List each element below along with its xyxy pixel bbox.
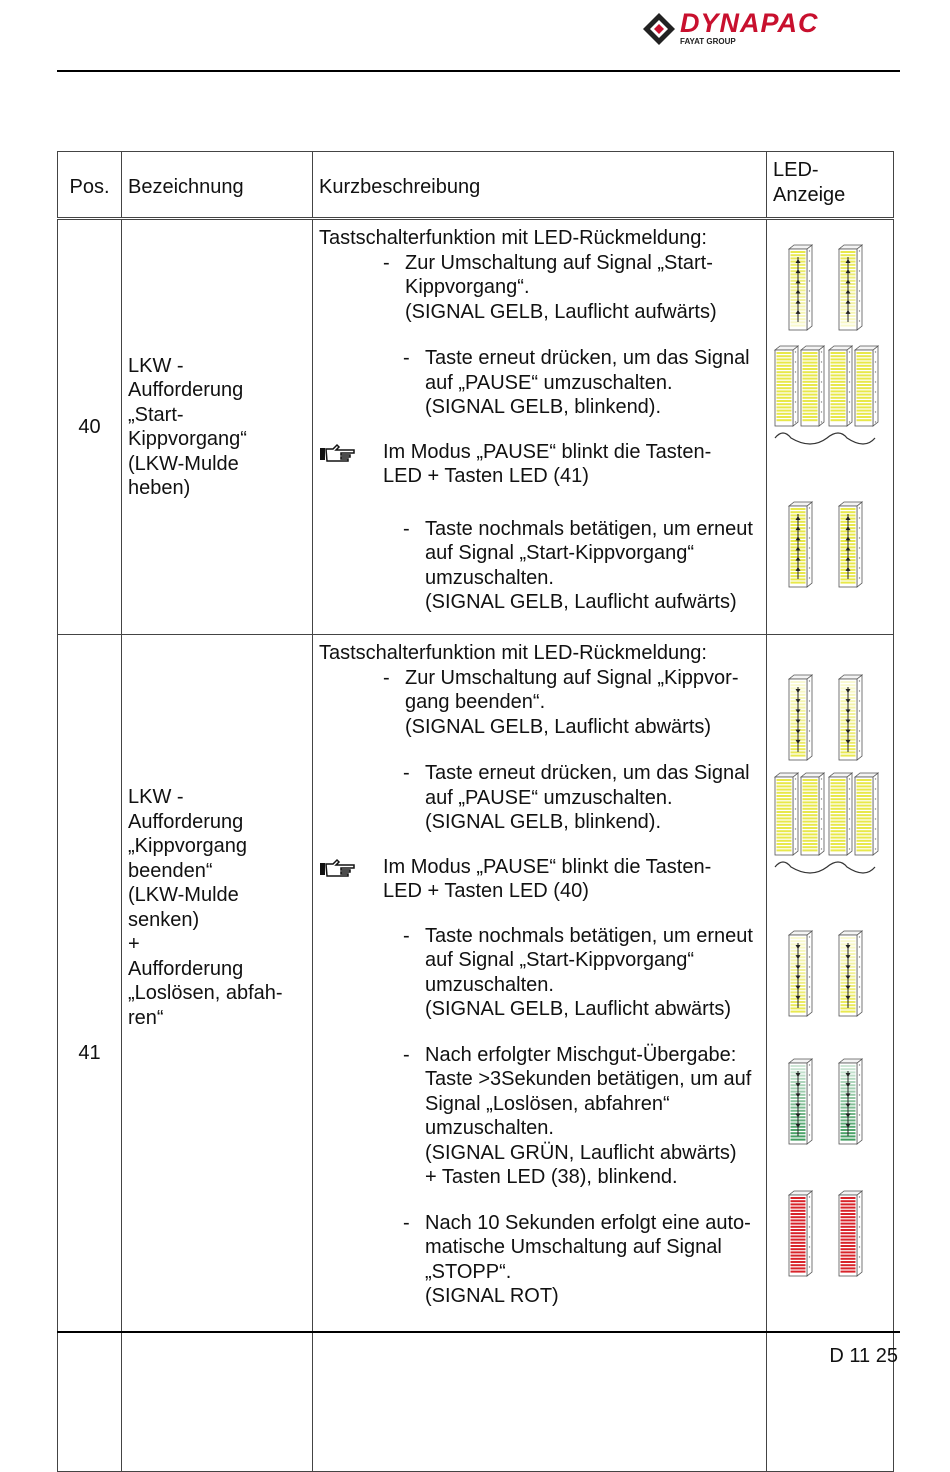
- led-strip: [839, 245, 862, 330]
- bullet-line: Taste erneut drücken, um das Signal: [425, 347, 750, 369]
- intro-text: Tastschalterfunktion mit LED-Rückmeldung:: [319, 642, 707, 664]
- bez-line: „Loslösen, abfah-: [128, 982, 283, 1004]
- bullet-line: (SIGNAL GELB, Lauflicht aufwärts): [405, 300, 717, 323]
- header-kurzbeschreibung: Kurzbeschreibung: [313, 152, 767, 219]
- bez-line: +: [128, 933, 140, 955]
- bullet-line: Zur Umschaltung auf Signal „Start-: [405, 251, 713, 274]
- spacer: [319, 1022, 760, 1043]
- bez-line: Aufforderung: [128, 379, 244, 401]
- table-header-row: [58, 152, 894, 219]
- row-pos: 41: [58, 635, 122, 1472]
- page-number: D 11 25: [829, 1345, 898, 1367]
- led-strip: [839, 1191, 862, 1276]
- pointing-hand-icon: [319, 857, 359, 886]
- bullet-line: Nach erfolgter Mischgut-Übergabe:: [425, 1043, 737, 1066]
- bez-line: LKW -: [128, 354, 184, 377]
- led-strip: [789, 502, 812, 587]
- led-strip: [839, 675, 862, 760]
- led-strip: [801, 346, 824, 426]
- header-led-line2: Anzeige: [773, 183, 846, 206]
- brand-name: DYNAPAC: [680, 8, 819, 38]
- bullet-line: Nach 10 Sekunden erfolgt eine auto-: [425, 1211, 751, 1234]
- bullet-5: [403, 1211, 760, 1309]
- bullet-line: auf „PAUSE“ umzuschalten.: [425, 371, 673, 394]
- spacer: [319, 489, 760, 517]
- footer-rule: [57, 1331, 900, 1333]
- led-strip: [855, 346, 878, 426]
- bullet-line: (SIGNAL GRÜN, Lauflicht abwärts): [425, 1141, 737, 1164]
- note-line: Im Modus „PAUSE“ blinkt die Tasten-: [383, 440, 712, 463]
- row-pos: 40: [58, 219, 122, 635]
- bullet-3: [403, 517, 760, 615]
- led-strip: [801, 773, 824, 855]
- blink-indicator: [775, 433, 875, 444]
- bullet-line: umzuschalten.: [425, 566, 554, 589]
- bullet-dash: -: [403, 924, 410, 947]
- bullet-dash: -: [383, 666, 390, 689]
- led-strip: [855, 773, 878, 855]
- bez-line: LKW -: [128, 786, 184, 808]
- header-led-anzeige: [767, 152, 894, 219]
- bez-line: (LKW-Mulde: [128, 452, 239, 475]
- bullet-3: [403, 924, 760, 1022]
- header-led-line1: LED-: [773, 159, 819, 181]
- header-pos: Pos.: [58, 152, 122, 219]
- brand-subtitle: FAYAT GROUP: [680, 37, 736, 46]
- led-strip: [789, 931, 812, 1016]
- spacer: [319, 420, 760, 440]
- dynapac-diamond-icon: [642, 12, 676, 46]
- table-row: [58, 219, 894, 635]
- bez-line: Aufforderung: [128, 957, 244, 980]
- note-block: [319, 855, 756, 904]
- bullet-dash: -: [403, 1043, 410, 1066]
- bullet-line: Taste nochmals betätigen, um erneut: [425, 924, 753, 947]
- bullet-dash: -: [403, 347, 410, 369]
- row-kurzbeschreibung: [313, 635, 767, 1472]
- bez-line: heben): [128, 477, 191, 499]
- bullet-2: [403, 761, 760, 835]
- spacer: [319, 904, 760, 924]
- bullet-line: (SIGNAL GELB, Lauflicht abwärts): [425, 998, 732, 1020]
- led-strip: [829, 773, 852, 855]
- row-bezeichnung: [122, 635, 313, 1472]
- bullet-dash: -: [403, 762, 410, 784]
- led-illustration: [767, 220, 893, 634]
- led-strip: [775, 346, 798, 426]
- led-strip: [789, 675, 812, 760]
- spacer: [319, 324, 760, 346]
- bullet-line: (SIGNAL ROT): [425, 1285, 559, 1307]
- led-strip: [839, 502, 862, 587]
- bullet-line: Signal „Loslösen, abfahren“: [425, 1092, 670, 1115]
- brand-logo: [642, 8, 902, 48]
- bullet-dash: -: [403, 517, 410, 540]
- led-function-table: [57, 151, 894, 1472]
- bez-line: „Start-: [128, 403, 184, 426]
- spacer: [319, 739, 760, 761]
- led-strip: [839, 931, 862, 1016]
- note-line: LED + Tasten LED (40): [383, 880, 589, 902]
- bullet-line: Kippvorgang“.: [405, 276, 530, 298]
- row-kurzbeschreibung: [313, 219, 767, 635]
- bez-line: Aufforderung: [128, 810, 244, 833]
- led-strip: [775, 773, 798, 855]
- led-illustration-svg: [767, 635, 893, 1321]
- bullet-1: [383, 666, 760, 740]
- bullet-line: (SIGNAL GELB, Lauflicht aufwärts): [425, 591, 737, 613]
- bez-line: „Kippvorgang: [128, 835, 247, 857]
- note-line: LED + Tasten LED (41): [383, 465, 589, 487]
- led-strip: [829, 346, 852, 426]
- bullet-line: Taste >3Sekunden betätigen, um auf: [425, 1068, 752, 1090]
- header-bezeichnung: Bezeichnung: [122, 152, 313, 219]
- intro-text: Tastschalterfunktion mit LED-Rückmeldung:: [319, 227, 707, 249]
- bullet-line: umzuschalten.: [425, 973, 554, 996]
- header-rule: [57, 70, 900, 72]
- led-illustration-svg: [767, 220, 893, 624]
- row-bezeichnung: [122, 219, 313, 635]
- bullet-line: auf Signal „Start-Kippvorgang“: [425, 949, 695, 971]
- table-row: [58, 635, 894, 1472]
- led-strip: [839, 1059, 862, 1144]
- led-strip: [789, 1191, 812, 1276]
- bullet-line: (SIGNAL GELB, Lauflicht abwärts): [405, 715, 712, 738]
- note-block: [319, 440, 756, 489]
- bullet-4: [403, 1043, 760, 1190]
- bullet-line: umzuschalten.: [425, 1117, 554, 1139]
- bullet-line: (SIGNAL GELB, blinkend).: [425, 811, 662, 833]
- row-led-anzeige: [767, 219, 894, 635]
- bullet-line: + Tasten LED (38), blinkend.: [425, 1166, 678, 1188]
- spacer: [319, 835, 760, 855]
- bullet-2: [403, 346, 760, 420]
- note-line: Im Modus „PAUSE“ blinkt die Tasten-: [383, 855, 712, 878]
- bullet-line: (SIGNAL GELB, blinkend).: [425, 396, 662, 418]
- bullet-line: auf „PAUSE“ umzuschalten.: [425, 786, 673, 809]
- bullet-line: Taste nochmals betätigen, um erneut: [425, 517, 753, 540]
- bez-line: Kippvorgang“: [128, 428, 247, 450]
- pointing-hand-icon: [319, 442, 359, 471]
- bez-line: (LKW-Mulde: [128, 884, 239, 906]
- bez-line: beenden“: [128, 859, 213, 882]
- bullet-dash: -: [383, 251, 390, 274]
- bullet-line: matische Umschaltung auf Signal: [425, 1236, 722, 1258]
- bullet-1: [383, 251, 760, 325]
- led-strip: [789, 1059, 812, 1144]
- spacer: [319, 1190, 760, 1211]
- bullet-line: Zur Umschaltung auf Signal „Kippvor-: [405, 666, 739, 689]
- led-strip: [789, 245, 812, 330]
- bullet-line: „STOPP“.: [425, 1260, 512, 1283]
- blink-indicator: [775, 862, 875, 873]
- bez-line: senken): [128, 908, 200, 931]
- bullet-line: gang beenden“.: [405, 691, 546, 713]
- bullet-line: auf Signal „Start-Kippvorgang“: [425, 542, 695, 564]
- bullet-line: Taste erneut drücken, um das Signal: [425, 762, 750, 784]
- bez-line: ren“: [128, 1006, 164, 1029]
- bullet-dash: -: [403, 1211, 410, 1234]
